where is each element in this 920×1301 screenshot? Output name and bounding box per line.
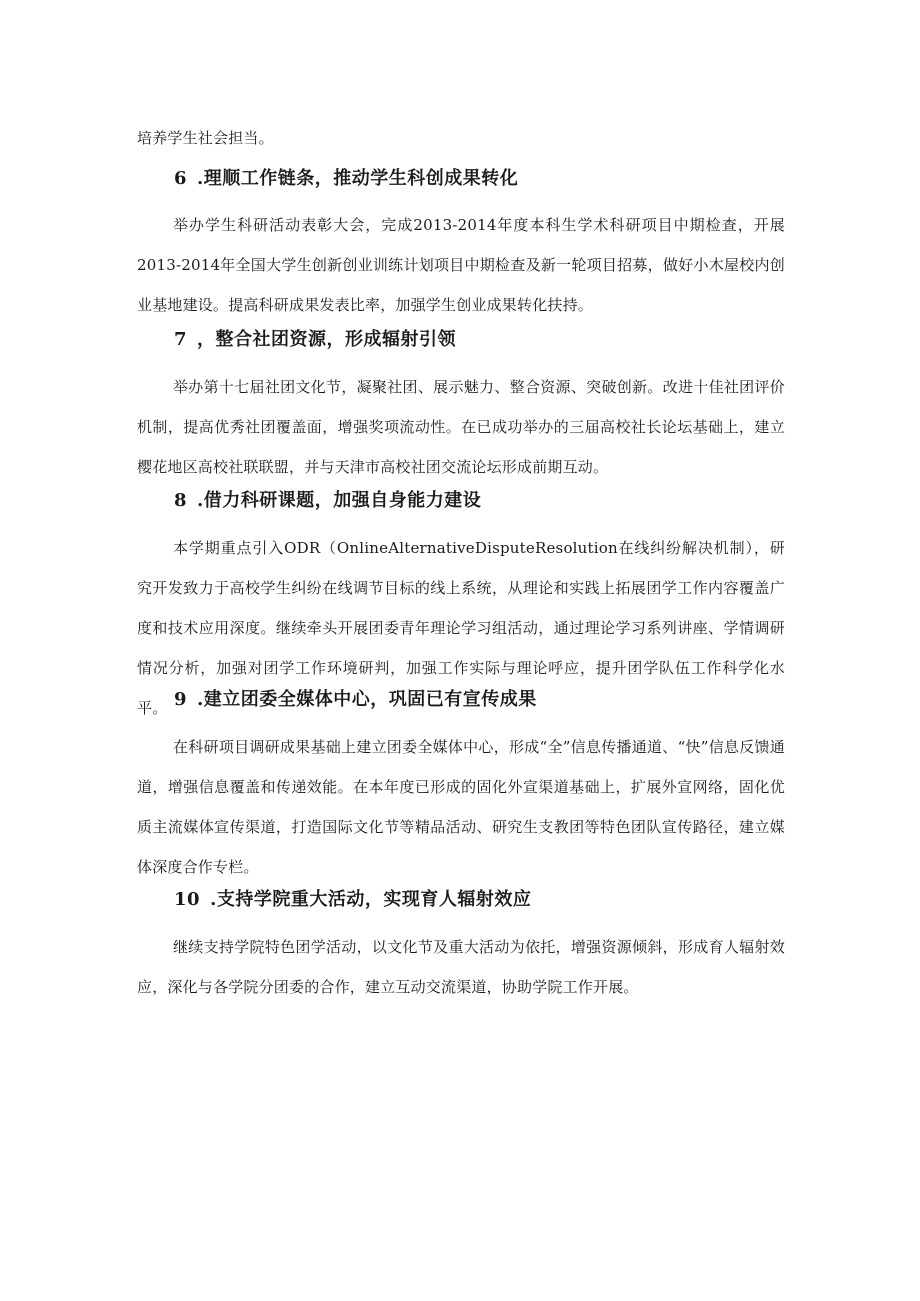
- section-body-6: 举办学生科研活动表彰大会，完成2013-2014年度本科生学术科研项目中期检查，开展2013-2014年全国大学生创新创业训练计划项目中期检查及新一轮项目招募，做好小木屋校内创业基地建设。提高科研成果发表比率，加强学生创业成果转化扶持。: [137, 216, 785, 314]
- section-title: .理顺工作链条，推动学生科创成果转化: [197, 168, 519, 189]
- section-number: 9: [174, 689, 188, 710]
- section-body-10: 继续支持学院特色团学活动，以文化节及重大活动为依托，增强资源倾斜，形成育人辐射效应，深化与各学院分团委的合作，建立互动交流渠道，协助学院工作开展。: [137, 938, 785, 996]
- section-heading-7: [174, 328, 456, 352]
- section-number: 6: [174, 168, 188, 189]
- section-body-9: 在科研项目调研成果基础上建立团委全媒体中心，形成“全”信息传播通道、“快”信息反馈通道，增强信息覆盖和传递效能。在本年度已形成的固化外宣渠道基础上，扩展外宣网络，固化优质主流媒体宣传渠道，打造国际文化节等精品活动、研究生支教团等特色团队宣传路径，建立媒体深度合作专栏。: [137, 738, 785, 876]
- section-number: 8: [174, 490, 188, 511]
- section-number: 7: [174, 329, 188, 350]
- section-title: .建立团委全媒体中心，巩固已有宣传成果: [197, 689, 537, 710]
- section-number: 10: [174, 889, 201, 910]
- section-heading-8: [174, 489, 481, 513]
- lead-paragraph: 培养学生社会担当。: [137, 129, 274, 147]
- section-title: ，整合社团资源，形成辐射引领: [197, 329, 457, 350]
- section-title: .支持学院重大活动，实现育人辐射效应: [210, 889, 532, 910]
- section-title: .借力科研课题，加强自身能力建设: [197, 490, 482, 511]
- section-body-7: 举办第十七届社团文化节，凝聚社团、展示魅力、整合资源、突破创新。改进十佳社团评价机制，提高优秀社团覆盖面，增强奖项流动性。在已成功举办的三届高校社长论坛基础上，建立樱花地区高校社联联盟，并与天津市高校社团交流论坛形成前期互动。: [137, 378, 785, 476]
- section-heading-10: [174, 888, 531, 912]
- section-heading-6: [174, 167, 518, 191]
- section-body-8: 本学期重点引入ODR（OnlineAlternativeDisputeResolution在线纠纷解决机制），研究开发致力于高校学生纠纷在线调节目标的线上系统，从理论和实践上拓展团学工作内容覆盖广度和技术应用深度。继续牵头开展团委青年理论学习组活动，通过理论学习系列讲座、学情调研情况分析，加强对团学工作环境研判，加强工作实际与理论呼应，提升团学队伍工作科学化水平。: [137, 539, 785, 717]
- section-heading-9: [174, 688, 537, 712]
